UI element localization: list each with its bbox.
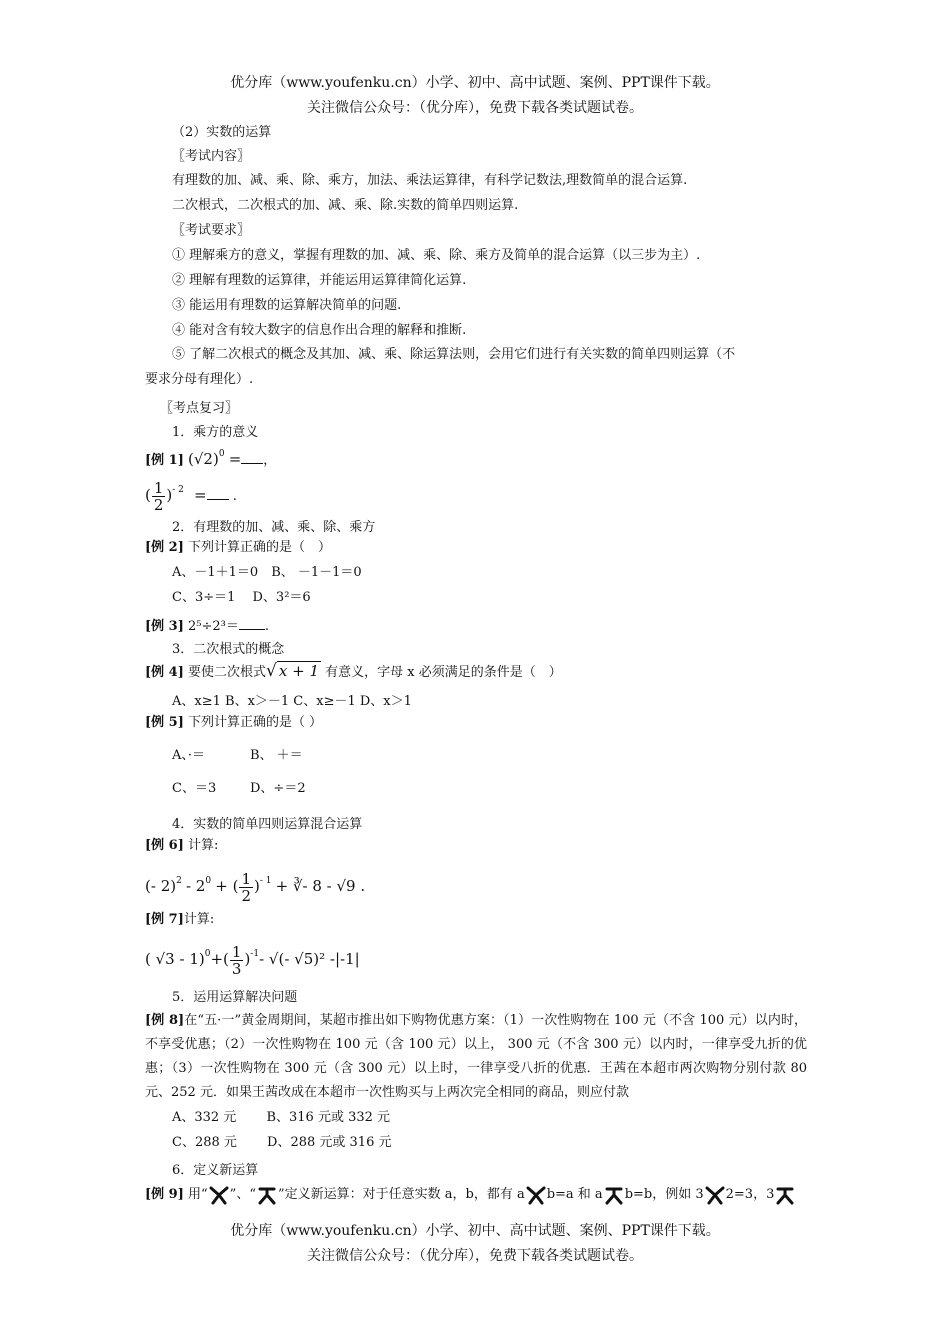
example-2-options-2: C、3÷＝1 D、3²＝6	[172, 590, 311, 605]
example-1-answer-blank-b	[207, 487, 229, 500]
example-5-option-c: C、＝3	[172, 781, 217, 796]
example-4-options: A、x≥1 B、x＞－1 C、x≥－1 D、x＞1	[172, 694, 412, 709]
example-1-exp-a: 0	[218, 449, 225, 459]
example-1-exp-b: - 2	[172, 485, 184, 495]
example-2	[145, 539, 331, 557]
footer-line-2: 关注微信公众号：（优分库），免费下载各类试题试卷。	[307, 1248, 643, 1264]
example-1-comma: ，	[263, 453, 277, 468]
content-heading: 〖考试内容〗	[172, 149, 251, 164]
review-heading: 〖考点复习〗	[160, 401, 239, 416]
example-5-option-a: A、·＝	[172, 748, 206, 763]
example-6	[145, 837, 218, 855]
topic-1-title: 1．乘方的意义	[172, 425, 259, 440]
requirement-5b: 要求分母有理化）.	[145, 372, 254, 387]
example-6-label: [例 6]	[145, 838, 184, 853]
example-3-text: 2⁵÷2³＝	[188, 619, 239, 634]
operator-star-icon	[208, 1185, 230, 1205]
topic-5-title: 5．运用运算解决问题	[172, 990, 298, 1005]
content-line-1: 有理数的加、减、乘、除、乘方，加法、乘法运算律，有科学记数法,理数简单的混合运算.	[172, 173, 688, 188]
requirement-4: ④ 能对含有较大数字的信息作出合理的解释和推断.	[172, 323, 467, 338]
footer-line-1: 优分库（www.youfenku.cn）小学、初中、高中试题、案例、PPT课件下载。	[230, 1223, 720, 1239]
example-4: [例 4] 要使二次根式√ x + 1 有意义，字母 x 必须满足的条件是（ ）	[145, 661, 562, 681]
operator-star-icon-3	[704, 1185, 726, 1205]
content-line-2: 二次根式，二次根式的加、减、乘、除.实数的简单四则运算.	[172, 198, 519, 213]
example-1-answer-blank-a	[241, 451, 263, 464]
example-1-expr-a: (√2)	[188, 450, 219, 468]
example-5-option-d: D、÷＝2	[250, 781, 306, 796]
example-1-equals-a: =	[228, 450, 242, 468]
operator-star-icon-2	[525, 1185, 547, 1205]
requirements-heading: 〖考试要求〗	[172, 223, 251, 238]
example-7-label: [例 7]	[145, 912, 184, 927]
example-3: [例 3] 2⁵÷2³＝ .	[145, 619, 270, 634]
example-5-text: 下列计算正确的是（ ）	[188, 715, 323, 730]
requirement-5a: ⑤ 了解二次根式的概念及其加、减、乘、除运算法则，会用它们进行有关实数的简单四则运算（不	[172, 347, 736, 362]
example-6-fraction: $\frac{1}{2}$	[241, 870, 251, 905]
header-line-2: 关注微信公众号：（优分库），免费下载各类试题试卷。	[307, 100, 643, 116]
example-7-text: 计算:	[183, 912, 215, 927]
operator-cross-icon	[256, 1185, 278, 1205]
operator-cross-icon-3	[774, 1185, 796, 1205]
example-2-label: [例 2]	[145, 540, 184, 555]
example-5	[145, 714, 322, 732]
example-8-label: [例 8]	[145, 1013, 185, 1028]
example-5-option-b: B、 ＋＝	[250, 748, 303, 763]
example-9: [例 9] 用“ ”、“ ”定义新运算：对于任意实数 a，b，都有 a b=a 和 a b=b，例如 3 2=3，3	[145, 1184, 796, 1206]
example-3-answer-blank	[239, 617, 265, 630]
example-8	[145, 1009, 807, 1105]
example-1-equals-b: =	[194, 486, 207, 504]
example-1-fraction: $\frac{1}{2}$	[153, 479, 164, 514]
example-6-expression: (- $2)^2 - 2^0$ + ( $\frac{1}{2}$ )$^{- 1}$ + ∛- 8 - √9 .	[145, 870, 366, 905]
requirement-3: ③ 能运用有理数的运算解决简单的问题.	[172, 298, 402, 313]
requirement-2: ② 理解有理数的运算律，并能运用运算律简化运算.	[172, 273, 467, 288]
example-8-text: 在“五·一”黄金周期间，某超市推出如下购物优惠方案：（1）一次性购物在 100 元（不含 100 元）以内时，不享受优惠；（2）一次性购物在 100 元（含 100 元）以上， 300 元（不含 300 元）以内时，一律享受九折的优惠；（3）一次性购物在 300 元（含 300 元）以上时，一律享受八折的优惠．王茜在本超市两次购物分别付款 80 元、252 元．如果王茜改成在本超市一次性购买与上两次完全相同的商品，则应付款	[145, 1013, 807, 1100]
header-line-1: 优分库（www.youfenku.cn）小学、初中、高中试题、案例、PPT课件下载。	[230, 75, 720, 91]
topic-2-title: 2．有理数的加、减、乘、除、乘方	[172, 520, 376, 535]
example-3-label: [例 3]	[145, 619, 184, 634]
topic-6-title: 6．定义新运算	[172, 1163, 259, 1178]
topic-3-title: 3．二次根式的概念	[172, 642, 285, 657]
example-7-expression: ( √3 - 1)$^0$+( $\frac{1}{3}$ )$^{-1}$- √(- √5)² -|-1|	[145, 943, 360, 978]
example-8-options-1: A、332 元 B、316 元或 332 元	[172, 1110, 391, 1125]
example-1-line-b: ( $\frac{1}{2}$ )$^{- 2}$ = .	[145, 479, 237, 514]
example-2-options-1: A、－1＋1＝0 B、 －1－1＝0	[172, 565, 362, 580]
example-9-label: [例 9]	[145, 1187, 184, 1202]
operator-cross-icon-2	[603, 1185, 625, 1205]
example-1-line-a	[145, 445, 276, 470]
example-4-radicand: x + 1	[278, 662, 319, 680]
example-2-text: 下列计算正确的是（ ）	[188, 540, 332, 555]
requirement-1: ① 理解乘方的意义，掌握有理数的加、减、乘、除、乘方及简单的混合运算（以三步为主）.	[172, 248, 701, 263]
example-4-text-a: 要使二次根式	[188, 665, 267, 680]
example-5-label: [例 5]	[145, 715, 184, 730]
example-7	[145, 911, 214, 929]
example-7-fraction: $\frac{1}{3}$	[231, 943, 242, 978]
example-1-period: .	[232, 489, 237, 504]
section-title: （2）实数的运算	[172, 125, 272, 140]
example-4-text-b: 有意义，字母 x 必须满足的条件是（ ）	[325, 665, 562, 680]
example-1-label: [例 1]	[145, 453, 184, 468]
example-4-label: [例 4]	[145, 665, 184, 680]
example-6-text: 计算:	[188, 838, 219, 853]
topic-4-title: 4．实数的简单四则运算混合运算	[172, 817, 363, 832]
example-8-options-2: C、288 元 D、288 元或 316 元	[172, 1135, 392, 1150]
